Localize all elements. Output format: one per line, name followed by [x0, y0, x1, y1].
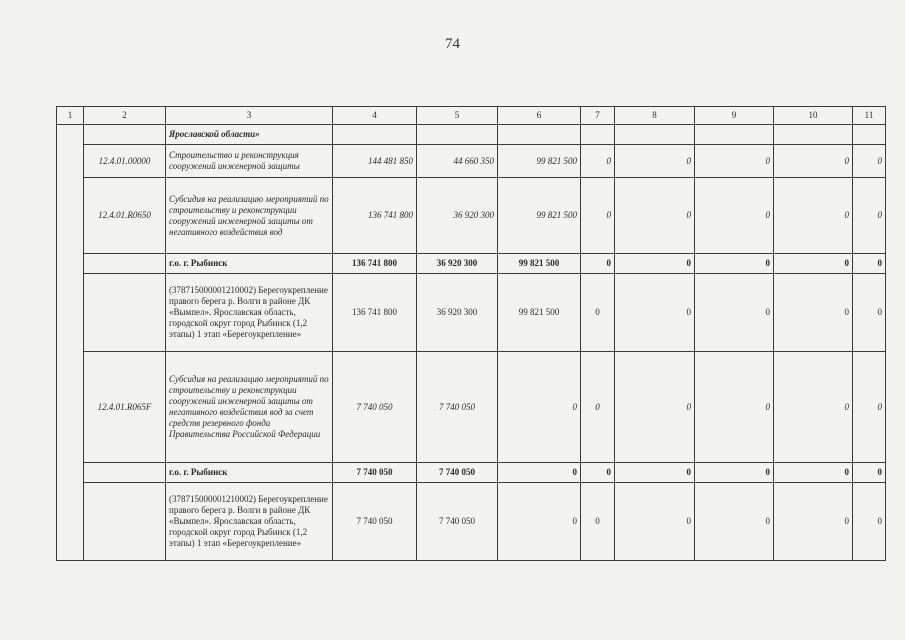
- col-header-1: 1: [57, 107, 84, 125]
- cell-c10: 0: [774, 274, 853, 352]
- row-code: [84, 274, 166, 352]
- cell-c10: [774, 125, 853, 145]
- row-name: Ярославской области»: [166, 125, 333, 145]
- col-header-11: 11: [853, 107, 886, 125]
- cell-c6: 0: [498, 352, 581, 463]
- col-header-10: 10: [774, 107, 853, 125]
- cell-c6: 0: [498, 483, 581, 561]
- cell-c5: 7 740 050: [417, 352, 498, 463]
- cell-c8: 0: [615, 483, 695, 561]
- cell-c5: [417, 125, 498, 145]
- table-row: [57, 483, 886, 561]
- cell-c4: [333, 125, 417, 145]
- col-header-2: 2: [84, 107, 166, 125]
- cell-c9: 0: [695, 145, 774, 178]
- cell-c4: 144 481 850: [333, 145, 417, 178]
- cell-c10: 0: [774, 254, 853, 274]
- col-header-7: 7: [581, 107, 615, 125]
- cell-c4: 7 740 050: [333, 483, 417, 561]
- cell-c7: 0: [581, 274, 615, 352]
- cell-c10: 0: [774, 178, 853, 254]
- row-name: Субсидия на реализацию мероприятий по строительству и реконструкции сооружений инженерной защиты от негативного воздействия вод за счет средств резервного фонда Правительства Российской Федерации: [166, 352, 333, 463]
- col-header-6: 6: [498, 107, 581, 125]
- cell-c5: 7 740 050: [417, 463, 498, 483]
- cell-c10: 0: [774, 352, 853, 463]
- cell-c6: 99 821 500: [498, 274, 581, 352]
- cell-c9: 0: [695, 352, 774, 463]
- row-name: г.о. г. Рыбинск: [166, 254, 333, 274]
- table-row: [57, 274, 886, 352]
- cell-c11: [853, 125, 886, 145]
- page-number: 74: [445, 36, 460, 52]
- cell-c8: 0: [615, 463, 695, 483]
- col-header-4: 4: [333, 107, 417, 125]
- cell-c11: 0: [853, 352, 886, 463]
- cell-c5: 36 920 300: [417, 274, 498, 352]
- cell-c6: 99 821 500: [498, 254, 581, 274]
- row-code: 12.4.01.R0650: [84, 178, 166, 254]
- cell-c6: 0: [498, 463, 581, 483]
- row-index-cell: [57, 125, 84, 561]
- cell-c7: 0: [581, 145, 615, 178]
- cell-c4: 136 741 800: [333, 274, 417, 352]
- col-header-9: 9: [695, 107, 774, 125]
- cell-c8: 0: [615, 178, 695, 254]
- table-row: [57, 145, 886, 178]
- cell-c6: 99 821 500: [498, 178, 581, 254]
- budget-table: [56, 106, 886, 561]
- table-row: [57, 125, 886, 145]
- cell-c11: 0: [853, 274, 886, 352]
- col-header-5: 5: [417, 107, 498, 125]
- cell-c10: 0: [774, 145, 853, 178]
- cell-c4: 7 740 050: [333, 463, 417, 483]
- cell-c11: 0: [853, 254, 886, 274]
- cell-c7: 0: [581, 254, 615, 274]
- cell-c5: 36 920 300: [417, 254, 498, 274]
- cell-c7: [581, 125, 615, 145]
- table-row: [57, 254, 886, 274]
- row-code: [84, 483, 166, 561]
- row-code: [84, 463, 166, 483]
- row-name: (378715000001210002) Берегоукрепление правого берега р. Волги в районе ДК «Вымпел». Ярославская область, городской округ город Рыбинск (1,2 этапы) 1 этап «Берегоукрепление»: [166, 274, 333, 352]
- cell-c4: 136 741 800: [333, 254, 417, 274]
- cell-c8: 0: [615, 254, 695, 274]
- cell-c7: 0: [581, 178, 615, 254]
- cell-c8: 0: [615, 274, 695, 352]
- table-row: [57, 463, 886, 483]
- cell-c6: 99 821 500: [498, 145, 581, 178]
- header-row: [57, 107, 886, 125]
- row-name: Субсидия на реализацию мероприятий по строительству и реконструкции сооружений инженерной защиты от негативного воздействия вод: [166, 178, 333, 254]
- cell-c6: [498, 125, 581, 145]
- table-row: [57, 178, 886, 254]
- row-name: Строительство и реконструкция сооружений инженерной защиты: [166, 145, 333, 178]
- cell-c5: 7 740 050: [417, 483, 498, 561]
- cell-c9: 0: [695, 178, 774, 254]
- cell-c5: 36 920 300: [417, 178, 498, 254]
- cell-c7: 0: [581, 463, 615, 483]
- col-header-8: 8: [615, 107, 695, 125]
- cell-c9: 0: [695, 274, 774, 352]
- cell-c9: 0: [695, 254, 774, 274]
- cell-c11: 0: [853, 145, 886, 178]
- cell-c9: 0: [695, 483, 774, 561]
- cell-c8: 0: [615, 352, 695, 463]
- cell-c4: 136 741 800: [333, 178, 417, 254]
- cell-c9: 0: [695, 463, 774, 483]
- table-row: [57, 352, 886, 463]
- row-code: [84, 254, 166, 274]
- row-code: 12.4.01.R065F: [84, 352, 166, 463]
- cell-c9: [695, 125, 774, 145]
- cell-c4: 7 740 050: [333, 352, 417, 463]
- cell-c10: 0: [774, 463, 853, 483]
- cell-c7: 0: [581, 352, 615, 463]
- row-name: г.о. г. Рыбинск: [166, 463, 333, 483]
- row-code: 12.4.01.00000: [84, 145, 166, 178]
- cell-c11: 0: [853, 178, 886, 254]
- row-name: (378715000001210002) Берегоукрепление правого берега р. Волги в районе ДК «Вымпел». Ярославская область, городской округ город Рыбинск (1,2 этапы) 1 этап «Берегоукрепление»: [166, 483, 333, 561]
- cell-c7: 0: [581, 483, 615, 561]
- row-code: [84, 125, 166, 145]
- col-header-3: 3: [166, 107, 333, 125]
- cell-c8: 0: [615, 145, 695, 178]
- cell-c11: 0: [853, 463, 886, 483]
- cell-c5: 44 660 350: [417, 145, 498, 178]
- cell-c8: [615, 125, 695, 145]
- cell-c11: 0: [853, 483, 886, 561]
- cell-c10: 0: [774, 483, 853, 561]
